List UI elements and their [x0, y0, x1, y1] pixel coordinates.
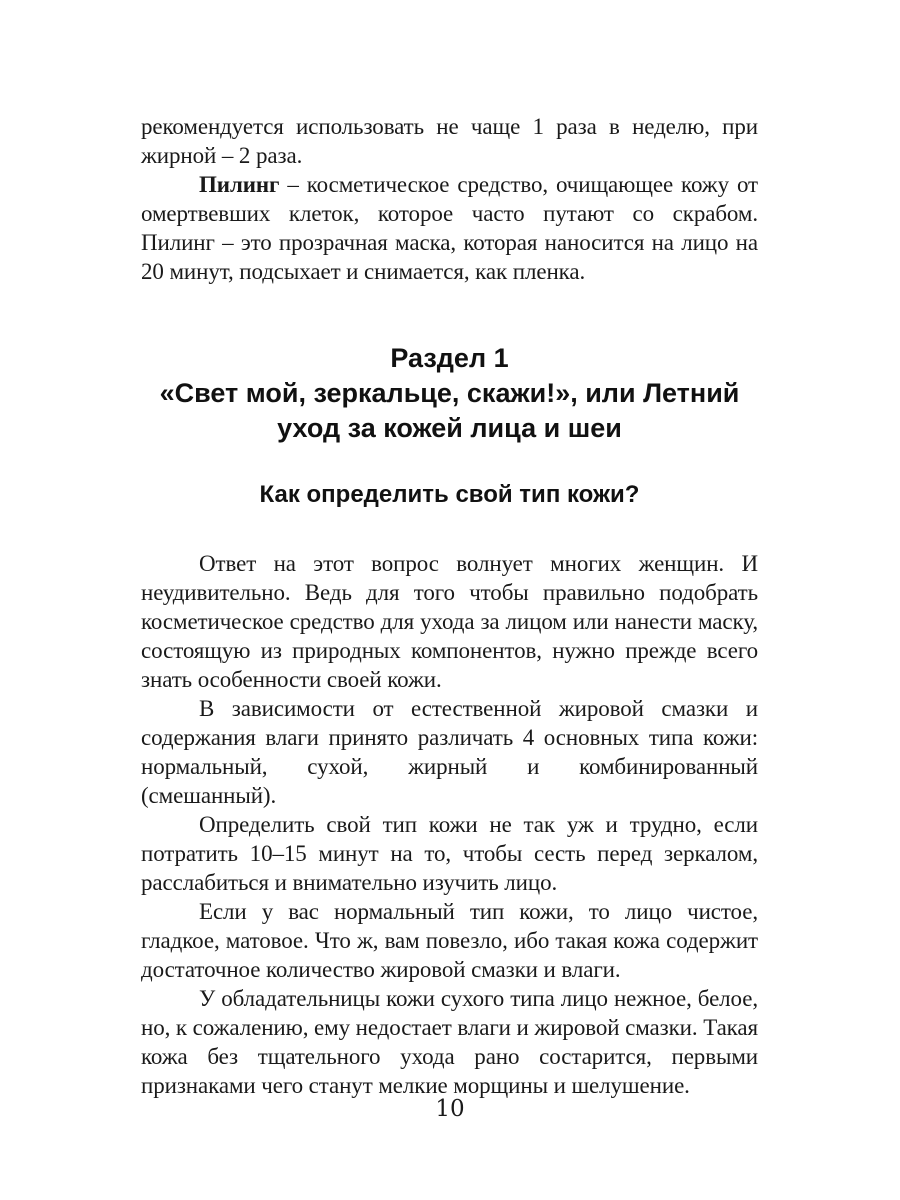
body-paragraph: Если у вас нормальный тип кожи, то лицо чистое, гладкое, матовое. Что ж, вам повезло, ибо такая кожа содержит достаточное количество жировой смазки и влаги. [141, 899, 758, 982]
section-number: Раздел 1 [390, 343, 509, 373]
section-title-line-2: уход за кожей лица и шеи [277, 413, 622, 443]
term-peeling: Пилинг [199, 172, 280, 197]
term-peeling-definition: – косметическое средство, очищающее кожу от омертвевших клеток, которое часто путают со скрабом. Пилинг – это прозрачная маска, которая наносится на лицо на 20 минут, подсыхает и снимается, как пленка. [141, 172, 758, 284]
section-title [141, 341, 758, 446]
body-paragraph: Определить свой тип кожи не так уж и трудно, если потратить 10–15 минут на то, чтобы сесть перед зеркалом, расслабиться и внимательно изучить лицо. [141, 812, 758, 895]
section-title-line-1: «Свет мой, зеркальце, скажи!», или Летний [159, 378, 740, 408]
subsection-title: Как определить свой тип кожи? [259, 481, 640, 508]
page-number: 10 [435, 1096, 465, 1122]
page-content [141, 112, 758, 1100]
intro-paragraph-peeling [141, 170, 758, 286]
body-paragraph: Ответ на этот вопрос волнует многих женщин. И неудивительно. Ведь для того чтобы правильно подобрать косметическое средство для ухода за лицом или нанести маску, состоящую из природных компонентов, нужно прежде всего знать особенности своей кожи. [141, 551, 758, 692]
body-paragraph: В зависимости от естественной жировой смазки и содержания влаги принято различать 4 основных типа кожи: нормальный, сухой, жирный и комбинированный (смешанный). [141, 696, 758, 808]
body-paragraph: У обладательницы кожи сухого типа лицо нежное, белое, но, к сожалению, ему недостает влаги и жировой смазки. Такая кожа без тщательного ухода рано состарится, первыми признаками чего станут мелкие морщины и шелушение. [141, 986, 758, 1098]
intro-paragraph-continued: рекомендуется использовать не чаще 1 раза в неделю, при жирной – 2 раза. [141, 114, 758, 168]
